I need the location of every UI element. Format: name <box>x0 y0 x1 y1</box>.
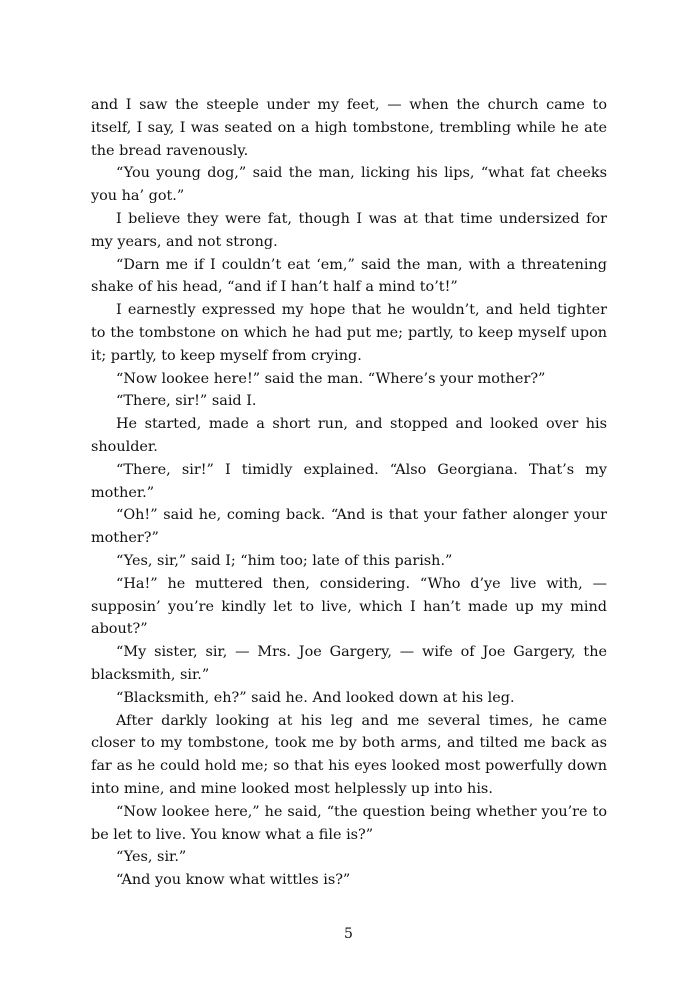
page-number: 5 <box>344 926 353 942</box>
paragraph: “Darn me if I couldn’t eat ‘em,” said the man, with a threatening shake of his head, “and if I han’t half a mind to’t!” <box>91 256 607 296</box>
paragraph: After darkly looking at his leg and me several times, he came closer to my tombstone, took me by both arms, and tilted me back as far as he could hold me; so that his eyes looked most powerfully down into mine, and mine looked most helplessly up into his. <box>91 712 607 797</box>
body-text <box>91 94 607 892</box>
paragraph: “Yes, sir.” <box>116 849 187 866</box>
paragraph: “You young dog,” said the man, licking his lips, “what fat cheeks you ha’ got.” <box>91 165 607 205</box>
paragraph: “Yes, sir,” said I; “him too; late of this parish.” <box>116 552 453 569</box>
paragraph: “Now lookee here!” said the man. “Where’s your mother?” <box>116 370 546 387</box>
paragraph: “Oh!” said he, coming back. “And is that your father alonger your mother?” <box>91 507 607 547</box>
paragraph: “Blacksmith, eh?” said he. And looked down at his leg. <box>116 689 515 706</box>
paragraph: “There, sir!” I timidly explained. “Also Georgiana. That’s my mother.” <box>91 461 607 501</box>
paragraph: I believe they were fat, though I was at that time undersized for my years, and not strong. <box>91 210 607 250</box>
paragraph: “And you know what wittles is?” <box>116 872 351 889</box>
paragraph: He started, made a short run, and stopped and looked over his shoulder. <box>91 416 607 455</box>
paragraph: “My sister, sir, — Mrs. Joe Gargery, — wife of Joe Gargery, the blacksmith, sir.” <box>91 644 607 683</box>
paragraph: “Now lookee here,” he said, “the question being whether you’re to be let to live. You know what a file is?” <box>91 803 607 843</box>
paragraph-continued: and I saw the steeple under my feet, — when the church came to itself, I say, I was seated on a high tombstone, trembling while he ate the bread ravenously. <box>91 97 607 159</box>
paragraph: “There, sir!” said I. <box>116 393 257 410</box>
paragraph: I earnestly expressed my hope that he wouldn’t, and held tighter to the tombstone on which he had put me; partly, to keep myself upon it; partly, to keep myself from crying. <box>91 302 607 364</box>
paragraph: “Ha!” he muttered then, considering. “Who d’ye live with, — supposin’ you’re kindly let to live, which I han’t made up my mind about?” <box>91 575 607 638</box>
